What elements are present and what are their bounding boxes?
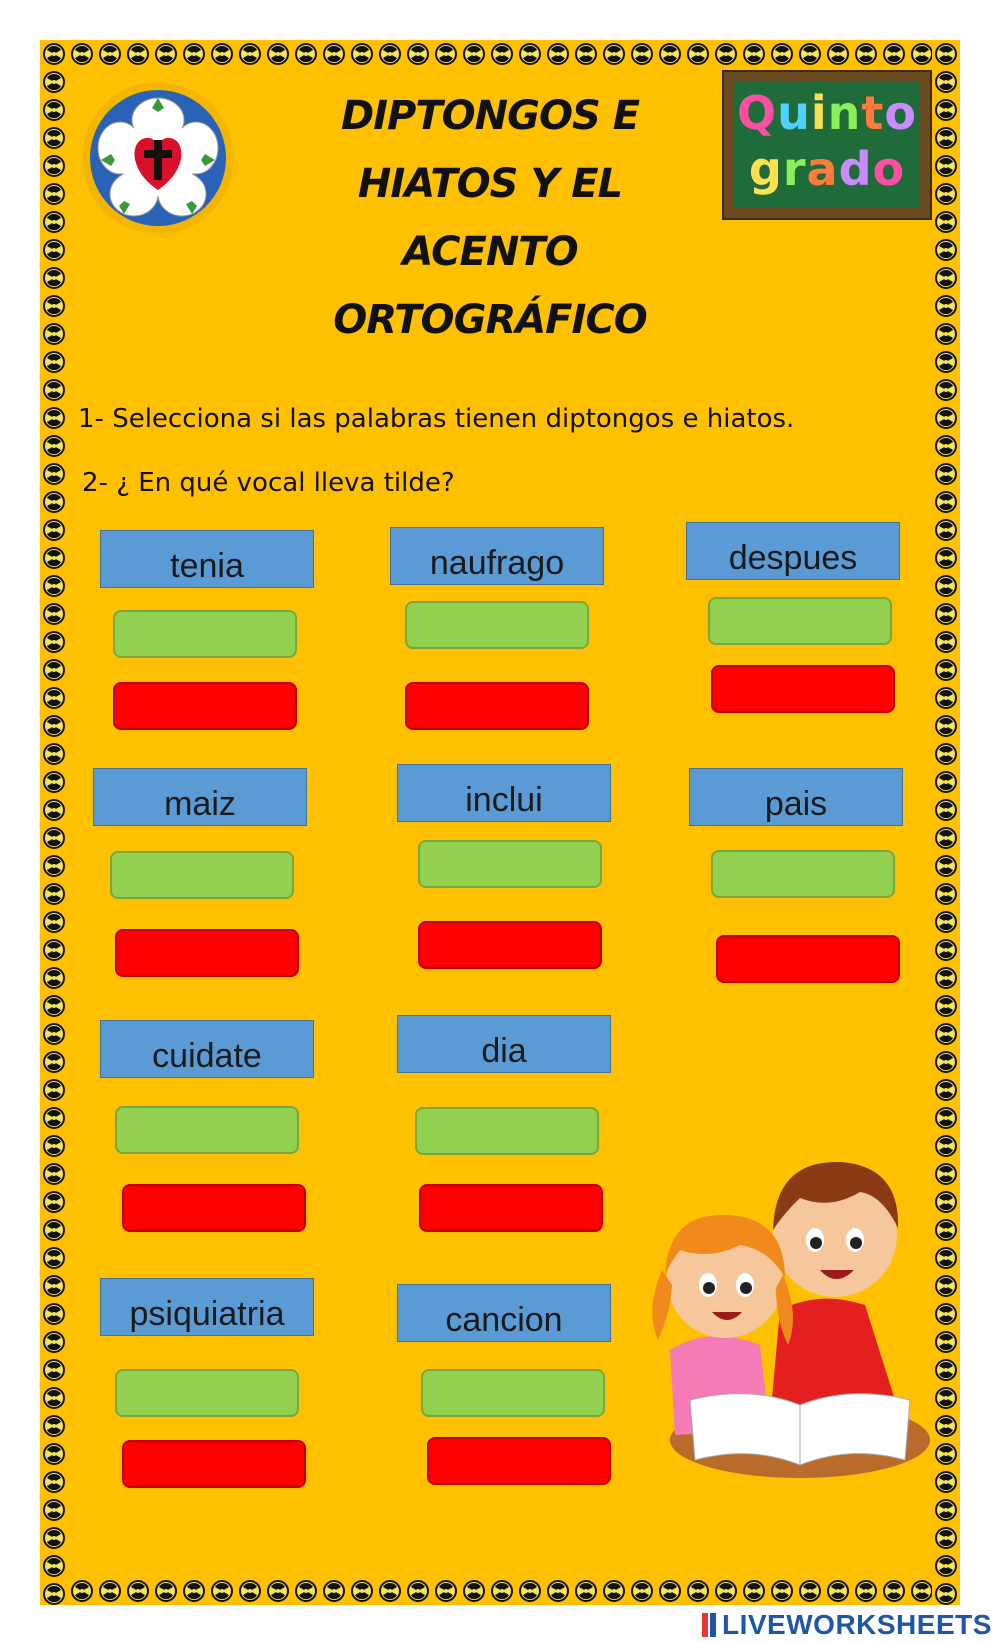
liveworksheets-logo-icon	[700, 1611, 718, 1639]
word-box: cancion	[397, 1284, 611, 1342]
word-box: inclui	[397, 764, 611, 822]
hiato-option-red[interactable]	[418, 921, 602, 969]
hiato-option-red[interactable]	[113, 682, 297, 730]
word-box: cuidate	[100, 1020, 314, 1078]
word-box: pais	[689, 768, 903, 826]
diptongo-option-green[interactable]	[415, 1107, 599, 1155]
border-top	[40, 40, 960, 68]
grade-badge-text-2: grado	[748, 142, 906, 196]
diptongo-option-green[interactable]	[115, 1106, 299, 1154]
grade-badge-line-1	[734, 86, 920, 140]
grade-badge-text-1: Quinto	[737, 86, 917, 140]
grade-badge-line-2	[734, 142, 920, 196]
footer-brand	[700, 1608, 992, 1642]
title-line-3: ACENTO	[402, 229, 578, 275]
word-box: despues	[686, 522, 900, 580]
border-bottom	[40, 1577, 960, 1605]
page-title	[280, 82, 700, 354]
title-line-4: ORTOGRÁFICO	[333, 297, 647, 343]
hiato-option-red[interactable]	[427, 1437, 611, 1485]
diptongo-option-green[interactable]	[708, 597, 892, 645]
children-reading-illustration	[650, 1100, 940, 1500]
word-box: naufrago	[390, 527, 604, 585]
title-line-1: DIPTONGOS E	[340, 93, 640, 139]
instruction-1: 1- Selecciona si las palabras tienen diptongos e hiatos.	[78, 404, 795, 434]
diptongo-option-green[interactable]	[110, 851, 294, 899]
word-box: psiquiatria	[100, 1278, 314, 1336]
diptongo-option-green[interactable]	[711, 850, 895, 898]
hiato-option-red[interactable]	[122, 1184, 306, 1232]
word-box: dia	[397, 1015, 611, 1073]
diptongo-option-green[interactable]	[113, 610, 297, 658]
title-line-2: HIATOS Y EL	[357, 161, 623, 207]
hiato-option-red[interactable]	[122, 1440, 306, 1488]
hiato-option-red[interactable]	[115, 929, 299, 977]
border-left	[40, 40, 68, 1605]
diptongo-option-green[interactable]	[405, 601, 589, 649]
footer-brand-text: LIVEWORKSHEETS	[722, 1609, 992, 1640]
instruction-2: 2- ¿ En qué vocal lleva tilde?	[82, 468, 455, 498]
hiato-option-red[interactable]	[405, 682, 589, 730]
word-box: tenia	[100, 530, 314, 588]
diptongo-option-green[interactable]	[115, 1369, 299, 1417]
luther-rose-seal-icon	[78, 78, 238, 238]
grade-badge	[722, 70, 932, 220]
hiato-option-red[interactable]	[716, 935, 900, 983]
diptongo-option-green[interactable]	[418, 840, 602, 888]
hiato-option-red[interactable]	[711, 665, 895, 713]
hiato-option-red[interactable]	[419, 1184, 603, 1232]
word-box: maiz	[93, 768, 307, 826]
diptongo-option-green[interactable]	[421, 1369, 605, 1417]
